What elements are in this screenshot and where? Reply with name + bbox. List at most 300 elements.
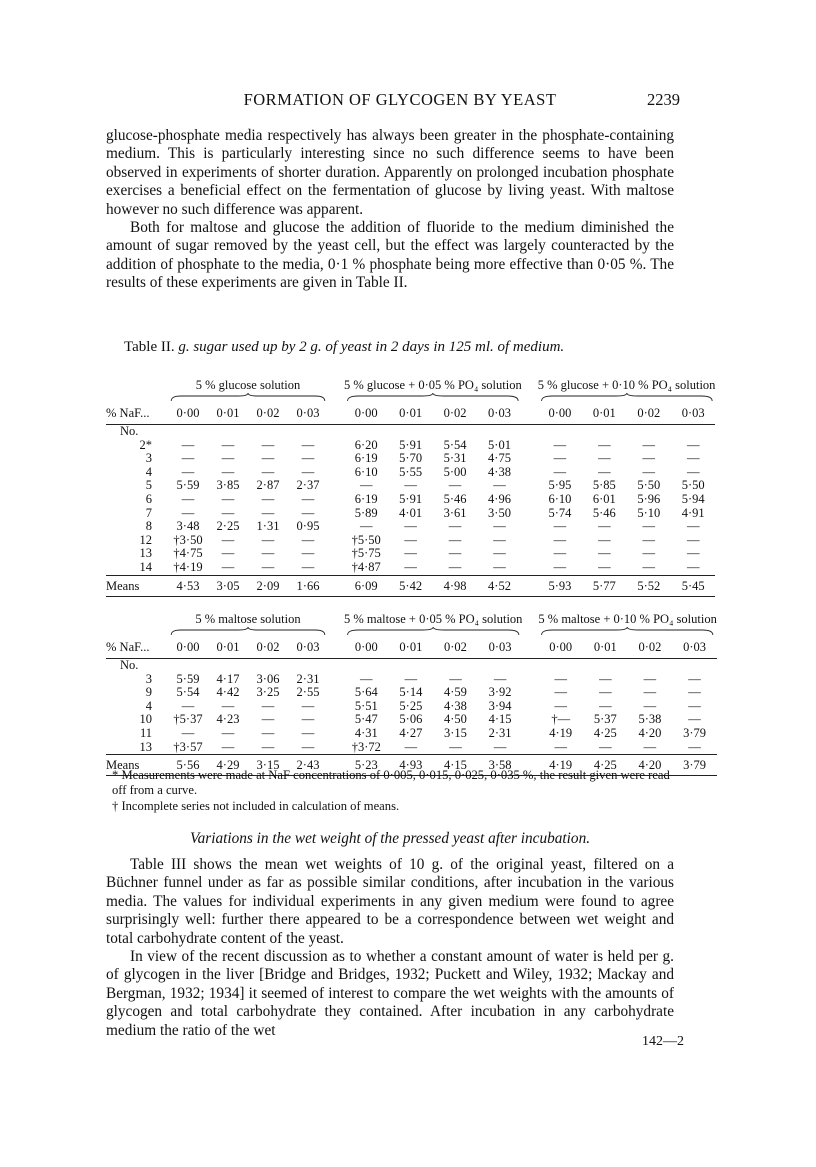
- value-cell: —: [642, 464, 656, 479]
- value-cell: 6·20: [354, 437, 378, 452]
- value-cell: —: [553, 519, 567, 534]
- value-cell: —: [181, 698, 195, 713]
- value-cell: 2·31: [488, 725, 512, 740]
- value-cell: 5·06: [399, 712, 423, 727]
- value-cell: —: [448, 546, 462, 561]
- value-cell: †4·19: [173, 559, 203, 574]
- conc-cell: 0·02: [444, 640, 467, 654]
- table-row: [106, 673, 717, 687]
- no-label-row: [106, 425, 715, 439]
- value-cell: —: [448, 519, 462, 534]
- value-cell: —: [404, 671, 418, 686]
- value-cell: —: [554, 671, 567, 686]
- value-cell: †5·37: [173, 712, 203, 727]
- value-cell: —: [221, 464, 235, 479]
- value-cell: 5·54: [176, 685, 200, 700]
- value-cell: 5·59: [176, 478, 200, 493]
- value-cell: —: [493, 519, 506, 534]
- value-cell: —: [404, 532, 417, 547]
- value-cell: —: [599, 739, 612, 754]
- brace-row: [106, 392, 715, 402]
- mean-cell: 5·45: [681, 578, 705, 593]
- value-cell: 6·19: [354, 451, 378, 466]
- concentration-header-row: [106, 402, 715, 425]
- value-cell: —: [301, 505, 315, 520]
- value-cell: 3·06: [256, 671, 280, 686]
- value-cell: 5·59: [176, 671, 200, 686]
- conc-cell: 0·00: [176, 640, 200, 654]
- value-cell: 4·25: [593, 725, 617, 740]
- value-cell: —: [301, 451, 315, 466]
- value-cell: —: [301, 559, 315, 574]
- mean-cell: 3·15: [256, 758, 280, 773]
- means-label: Means: [106, 758, 140, 773]
- table-row: [106, 741, 717, 755]
- value-cell: 6·10: [354, 464, 378, 479]
- value-cell: —: [261, 739, 275, 754]
- mean-cell: 4·53: [176, 578, 200, 593]
- value-cell: —: [493, 671, 507, 686]
- value-cell: †3·50: [173, 532, 203, 547]
- conc-cell: 0·02: [638, 640, 662, 654]
- mean-cell: 4·20: [638, 758, 662, 773]
- concentration-header-row: [106, 636, 717, 659]
- no-label-row: [106, 659, 717, 673]
- conc-cell: 0·00: [354, 406, 378, 420]
- value-cell: 4·75: [488, 451, 511, 466]
- value-cell: 4·42: [216, 685, 240, 700]
- value-cell: —: [181, 725, 195, 740]
- value-cell: —: [181, 451, 195, 466]
- value-cell: —: [688, 712, 701, 727]
- row-number-cell: 13: [139, 739, 152, 754]
- value-cell: 5·54: [443, 437, 467, 452]
- table-row: [106, 466, 715, 480]
- value-cell: —: [181, 437, 195, 452]
- value-cell: —: [686, 451, 700, 466]
- conc-cell: 0·01: [592, 406, 616, 420]
- maltose-table: [106, 596, 717, 776]
- mean-cell: 4·19: [549, 758, 573, 773]
- mean-cell: 5·52: [637, 578, 661, 593]
- value-cell: 3·94: [488, 698, 512, 713]
- mean-cell: 2·09: [256, 578, 280, 593]
- mean-cell: 4·29: [216, 758, 240, 773]
- conc-cell: 0·03: [296, 640, 320, 654]
- table-row: [106, 493, 715, 507]
- paragraph-2: Both for maltose and glucose the addition of fluoride to the medium diminished the amount of sugar removed by the yeast cell, but the effect was largely counteracted by the addition of phosphate to the media, 0·1 % phosphate being more effective than 0·05 %. The results of these experiments are given in Table II.: [106, 219, 674, 292]
- value-cell: —: [686, 559, 700, 574]
- conc-cell: 0·03: [488, 640, 512, 654]
- value-cell: 5·74: [548, 505, 572, 520]
- value-cell: —: [686, 437, 700, 452]
- value-cell: †3·57: [173, 739, 203, 754]
- row-number-cell: 5: [145, 478, 152, 493]
- value-cell: —: [301, 725, 315, 740]
- value-cell: —: [448, 532, 462, 547]
- value-cell: —: [642, 519, 656, 534]
- means-row: [106, 575, 715, 596]
- row-number-cell: 7: [145, 505, 152, 520]
- running-header: [120, 90, 680, 112]
- value-cell: —: [688, 685, 701, 700]
- value-cell: —: [598, 464, 611, 479]
- table-row: [106, 713, 717, 727]
- table-caption: [124, 339, 564, 356]
- conc-cell: 0·02: [637, 406, 661, 420]
- value-cell: —: [598, 519, 611, 534]
- value-cell: —: [261, 532, 275, 547]
- table-row: [106, 507, 715, 521]
- value-cell: 4·50: [444, 712, 467, 727]
- value-cell: —: [688, 671, 701, 686]
- value-cell: 5·70: [399, 451, 423, 466]
- value-cell: —: [404, 546, 417, 561]
- row-number-cell: 3: [145, 671, 152, 686]
- brace-icon: [344, 626, 522, 636]
- table-row: [106, 547, 715, 561]
- conc-cell: 0·02: [256, 406, 280, 420]
- row-number-cell: 2*: [139, 437, 152, 452]
- table-row: [106, 561, 715, 575]
- body-text-bottom: [106, 856, 674, 1040]
- row-number-cell: 6: [145, 491, 152, 506]
- value-cell: 5·55: [399, 464, 423, 479]
- value-cell: 5·51: [354, 698, 378, 713]
- value-cell: 2·25: [216, 519, 240, 534]
- footnote-dagger: † Incomplete series not included in calculation of means.: [112, 798, 400, 813]
- value-cell: 5·91: [399, 491, 423, 506]
- value-cell: 2·31: [296, 671, 320, 686]
- value-cell: —: [261, 712, 275, 727]
- table-caption-text: g. sugar used up by 2 g. of yeast in 2 days in 125 ml. of medium.: [178, 339, 565, 355]
- value-cell: —: [598, 437, 611, 452]
- paragraph-1: glucose-phosphate media respectively has always been greater in the phosphate-containing medium. This is particularly interesting since no such difference seems to have been observed in experiments of shorter duration. Apparently on prolonged incubation phosphate exercises a beneficial effect on the fermentation of glucose by living yeast. With maltose however no such difference was apparent.: [106, 127, 674, 218]
- value-cell: 3·48: [176, 519, 200, 534]
- mean-cell: 4·52: [488, 578, 511, 593]
- table-row: [106, 534, 715, 548]
- brace-row: [106, 626, 717, 636]
- value-cell: 5·01: [488, 437, 511, 452]
- value-cell: †4·75: [173, 546, 203, 561]
- value-cell: —: [448, 559, 462, 574]
- mean-cell: 5·23: [354, 758, 378, 773]
- value-cell: —: [301, 546, 315, 561]
- value-cell: 5·25: [399, 698, 423, 713]
- value-cell: —: [221, 559, 235, 574]
- table-row: [106, 452, 715, 466]
- value-cell: —: [553, 559, 567, 574]
- value-cell: —: [449, 739, 462, 754]
- value-cell: †5·50: [351, 532, 381, 547]
- conc-cell: 0·01: [216, 640, 240, 654]
- value-cell: —: [221, 532, 235, 547]
- row-number-cell: 11: [139, 725, 152, 740]
- value-cell: —: [301, 739, 315, 754]
- row-number-cell: 10: [139, 712, 152, 727]
- conc-cell: 0·03: [488, 406, 511, 420]
- value-cell: 5·95: [548, 478, 572, 493]
- value-cell: 2·37: [296, 478, 320, 493]
- value-cell: —: [686, 519, 700, 534]
- conc-cell: 0·00: [354, 640, 378, 654]
- value-cell: —: [553, 532, 567, 547]
- value-cell: 4·38: [488, 464, 511, 479]
- brace-icon: [538, 392, 716, 402]
- value-cell: †4·87: [351, 559, 381, 574]
- value-cell: —: [221, 725, 235, 740]
- value-cell: 4·19: [549, 725, 573, 740]
- value-cell: 5·00: [443, 464, 467, 479]
- value-cell: —: [449, 671, 462, 686]
- brace-icon: [538, 626, 716, 636]
- value-cell: —: [493, 478, 506, 493]
- value-cell: —: [181, 464, 195, 479]
- mean-cell: 4·98: [443, 578, 467, 593]
- value-cell: —: [261, 491, 275, 506]
- value-cell: —: [554, 698, 567, 713]
- row-number-cell: 4: [145, 698, 152, 713]
- value-cell: 3·61: [443, 505, 467, 520]
- table-row: [106, 520, 715, 534]
- value-cell: —: [301, 532, 315, 547]
- value-cell: 3·50: [488, 505, 511, 520]
- mean-cell: 3·58: [488, 758, 512, 773]
- conc-cell: 0·03: [296, 406, 320, 420]
- value-cell: —: [301, 437, 315, 452]
- value-cell: —: [359, 519, 373, 534]
- value-cell: 5·46: [443, 491, 467, 506]
- value-cell: —: [360, 671, 373, 686]
- value-cell: 6·10: [548, 491, 572, 506]
- row-number-cell: 3: [145, 451, 152, 466]
- value-cell: 5·89: [354, 505, 378, 520]
- group-label: 5 % maltose + 0·05 % PO₄ solution: [344, 612, 523, 626]
- value-cell: —: [598, 546, 611, 561]
- value-cell: —: [181, 505, 195, 520]
- no-label: No.: [120, 424, 139, 438]
- value-cell: 5·31: [443, 451, 467, 466]
- value-cell: —: [221, 437, 235, 452]
- value-cell: —: [688, 739, 701, 754]
- value-cell: 0·95: [296, 519, 320, 534]
- value-cell: —: [221, 739, 235, 754]
- mean-cell: 6·09: [354, 578, 378, 593]
- value-cell: 4·91: [681, 505, 705, 520]
- group-header-row: [106, 596, 717, 626]
- table-footnotes: [112, 768, 674, 814]
- value-cell: —: [686, 546, 700, 561]
- value-cell: 6·19: [354, 491, 378, 506]
- naf-label: % NaF...: [106, 640, 150, 654]
- value-cell: 2·55: [296, 685, 320, 700]
- row-number-cell: 12: [139, 532, 152, 547]
- value-cell: —: [642, 559, 656, 574]
- value-cell: —: [448, 478, 462, 493]
- value-cell: 3·92: [488, 685, 512, 700]
- value-cell: †3·72: [351, 739, 381, 754]
- value-cell: —: [688, 698, 701, 713]
- value-cell: 4·15: [488, 712, 512, 727]
- value-cell: 3·25: [256, 685, 280, 700]
- value-cell: 4·01: [399, 505, 423, 520]
- value-cell: —: [642, 532, 656, 547]
- mean-cell: 5·42: [399, 578, 423, 593]
- value-cell: 5·10: [637, 505, 661, 520]
- mean-cell: 5·77: [592, 578, 616, 593]
- group-header-row: [106, 362, 715, 392]
- table-row: [106, 439, 715, 453]
- paragraph-4: In view of the recent discussion as to whether a constant amount of water is held per g. of glycogen in the liver [Bridge and Bridges, 1932; Puckett and Wiley, 1932; Mackay and Bergman, 1932; 1934] it seemed of interest to compare the wet weights with the amounts of glycogen and total carbohydrate they contained. After incubation in any carbohydrate medium the ratio of the wet: [106, 948, 674, 1039]
- value-cell: 5·14: [399, 685, 423, 700]
- value-cell: —: [642, 451, 656, 466]
- value-cell: 6·01: [592, 491, 616, 506]
- value-cell: —: [261, 698, 275, 713]
- value-cell: †—: [551, 712, 571, 727]
- value-cell: 5·47: [354, 712, 378, 727]
- value-cell: —: [599, 685, 612, 700]
- value-cell: —: [599, 671, 612, 686]
- glucose-table: [106, 362, 715, 597]
- value-cell: —: [553, 437, 567, 452]
- conc-cell: 0·00: [548, 406, 572, 420]
- conc-cell: 0·02: [443, 406, 467, 420]
- value-cell: —: [493, 532, 506, 547]
- table-row: [106, 700, 717, 714]
- mean-cell: 4·93: [399, 758, 423, 773]
- value-cell: 5·46: [592, 505, 616, 520]
- brace-icon: [168, 626, 328, 636]
- value-cell: 4·20: [638, 725, 662, 740]
- value-cell: —: [261, 437, 275, 452]
- group-label: 5 % glucose solution: [195, 378, 301, 392]
- mean-cell: 3·05: [216, 578, 240, 593]
- value-cell: —: [261, 464, 275, 479]
- brace-icon: [344, 392, 522, 402]
- value-cell: 5·50: [637, 478, 661, 493]
- no-label: No.: [120, 658, 139, 672]
- mean-cell: 4·15: [444, 758, 467, 773]
- row-number-cell: 9: [145, 685, 152, 700]
- row-number-cell: 8: [145, 519, 152, 534]
- value-cell: —: [643, 698, 657, 713]
- conc-cell: 0·03: [681, 406, 705, 420]
- mean-cell: 2·43: [296, 758, 320, 773]
- value-cell: 5·96: [637, 491, 661, 506]
- conc-cell: 0·01: [399, 640, 423, 654]
- value-cell: —: [301, 712, 315, 727]
- value-cell: 4·96: [488, 491, 511, 506]
- group-label: 5 % glucose + 0·05 % PO₄ solution: [344, 378, 522, 392]
- conc-cell: 0·02: [256, 640, 280, 654]
- value-cell: —: [404, 559, 417, 574]
- value-cell: —: [261, 451, 275, 466]
- value-cell: —: [404, 739, 418, 754]
- value-cell: 4·59: [444, 685, 467, 700]
- value-cell: —: [404, 519, 417, 534]
- value-cell: —: [261, 505, 275, 520]
- group-label: 5 % maltose + 0·10 % PO₄ solution: [538, 612, 717, 626]
- naf-label: % NaF...: [106, 406, 150, 420]
- row-number-cell: 4: [145, 464, 152, 479]
- value-cell: 4·23: [216, 712, 240, 727]
- value-cell: —: [221, 505, 235, 520]
- value-cell: 3·85: [216, 478, 240, 493]
- value-cell: —: [221, 546, 235, 561]
- row-number-cell: 13: [139, 546, 152, 561]
- mean-cell: 5·56: [176, 758, 200, 773]
- value-cell: 3·79: [683, 725, 706, 740]
- brace-icon: [168, 392, 328, 402]
- value-cell: —: [643, 685, 657, 700]
- value-cell: 5·50: [681, 478, 705, 493]
- group-label: 5 % maltose solution: [195, 612, 301, 626]
- value-cell: 2·87: [256, 478, 280, 493]
- value-cell: —: [554, 739, 567, 754]
- value-cell: —: [493, 739, 507, 754]
- signature-mark: 142—2: [642, 1034, 684, 1049]
- conc-cell: 0·00: [549, 640, 573, 654]
- page-number: 2239: [647, 90, 680, 109]
- value-cell: —: [301, 491, 315, 506]
- value-cell: —: [221, 451, 235, 466]
- value-cell: 4·38: [444, 698, 467, 713]
- mean-cell: 3·79: [683, 758, 706, 773]
- value-cell: —: [599, 698, 612, 713]
- value-cell: 5·37: [593, 712, 617, 727]
- value-cell: —: [686, 464, 700, 479]
- value-cell: —: [261, 559, 275, 574]
- body-text-top: [106, 127, 674, 293]
- value-cell: 5·94: [681, 491, 705, 506]
- value-cell: —: [553, 451, 567, 466]
- paragraph-3: Table III shows the mean wet weights of 10 g. of the original yeast, filtered on a Büchner funnel under as far as possible similar conditions, after incubation in the various media. The values for individual experiments in any given medium were found to agree surprisingly well: further there appeared to be a correspondence between wet weight and total carbohydrate content of the yeast.: [106, 856, 674, 947]
- value-cell: —: [643, 739, 657, 754]
- group-label: 5 % glucose + 0·10 % PO₄ solution: [537, 378, 716, 392]
- mean-cell: 1·66: [296, 578, 320, 593]
- table-caption-prefix: Table II.: [124, 339, 175, 355]
- value-cell: —: [598, 451, 611, 466]
- value-cell: —: [643, 671, 657, 686]
- section-title: Variations in the wet weight of the pressed yeast after incubation.: [189, 830, 591, 847]
- mean-cell: 5·93: [548, 578, 572, 593]
- value-cell: —: [261, 725, 275, 740]
- value-cell: —: [359, 478, 373, 493]
- value-cell: —: [686, 532, 700, 547]
- value-cell: —: [301, 464, 315, 479]
- value-cell: 4·31: [354, 725, 378, 740]
- value-cell: —: [493, 559, 506, 574]
- value-cell: —: [553, 464, 567, 479]
- value-cell: —: [301, 698, 315, 713]
- table-row: [106, 686, 717, 700]
- value-cell: 5·38: [638, 712, 662, 727]
- value-cell: 3·15: [444, 725, 467, 740]
- value-cell: —: [598, 532, 611, 547]
- value-cell: —: [261, 546, 275, 561]
- table-row: [106, 479, 715, 493]
- value-cell: —: [553, 546, 567, 561]
- footnote-star: * Measurements were made at NaF concentrations of 0·005, 0·015, 0·025, 0·035 %, the result given were read off from a curve.: [112, 768, 670, 798]
- row-number-cell: 14: [139, 559, 152, 574]
- value-cell: —: [221, 698, 235, 713]
- means-label: Means: [106, 578, 140, 593]
- value-cell: 5·64: [354, 685, 378, 700]
- value-cell: —: [642, 437, 656, 452]
- value-cell: 5·91: [399, 437, 423, 452]
- conc-cell: 0·01: [399, 406, 423, 420]
- value-cell: —: [493, 546, 506, 561]
